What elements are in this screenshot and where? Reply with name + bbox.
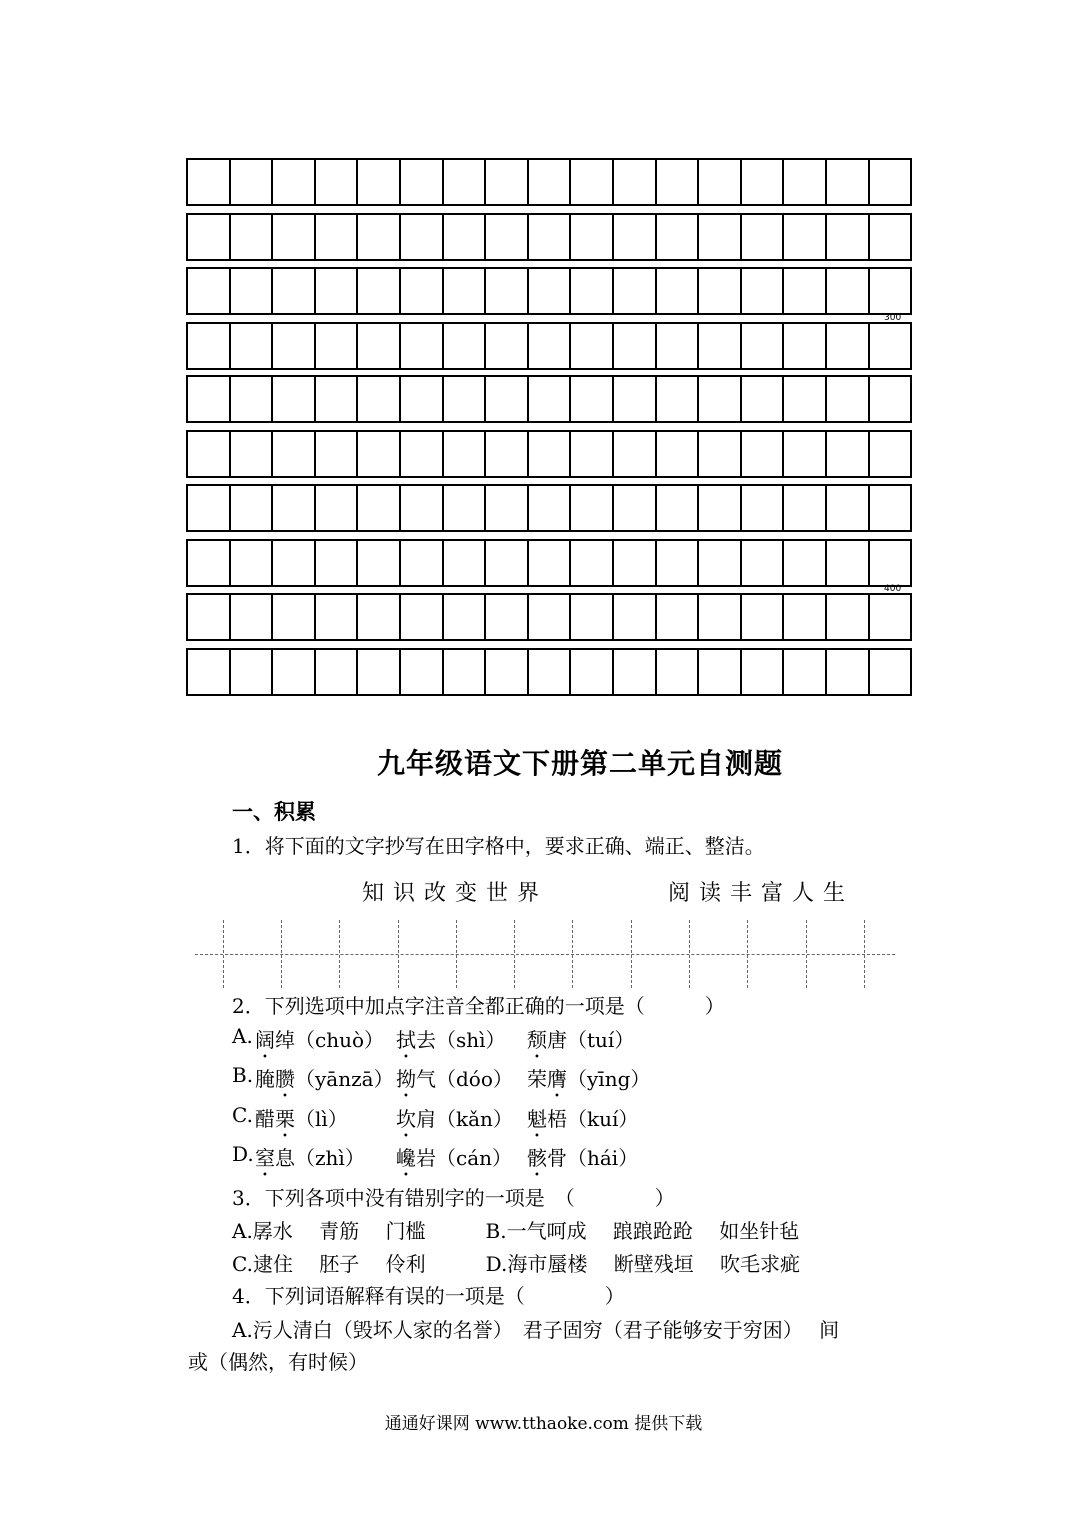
grid-cell (784, 269, 827, 313)
grid-cell (188, 269, 231, 313)
option-text: 骨（hái） (547, 1146, 639, 1170)
grid-cell (657, 160, 700, 204)
grid-cell (614, 595, 657, 639)
grid-row (186, 484, 912, 532)
grid-row (186, 539, 912, 587)
grid-cell (529, 160, 572, 204)
grid-cell (444, 650, 487, 694)
grid-cell (529, 215, 572, 259)
tianzige-writing-grid (195, 920, 895, 988)
grid-cell (316, 595, 359, 639)
option-text: （yīng） (567, 1067, 651, 1091)
grid-cell (571, 541, 614, 585)
grid-cell (784, 215, 827, 259)
grid-cell (188, 432, 231, 476)
grid-cell (231, 541, 274, 585)
grid-row (186, 322, 912, 370)
option-text: 肩（kǎn） (416, 1107, 513, 1131)
grid-cell (273, 432, 316, 476)
grid-cell (657, 215, 700, 259)
grid-cell (870, 486, 911, 530)
grid-cell (231, 650, 274, 694)
grid-cell (870, 541, 911, 585)
grid-cell (657, 541, 700, 585)
grid-cell (486, 486, 529, 530)
question-4-option-a: A.污人清白（毁坏人家的名誉） 君子固穷（君子能够安于穷困） 间 (232, 1318, 840, 1342)
option-text: A. (232, 1024, 253, 1048)
grid-cell (444, 269, 487, 313)
word-count-marker-300: 300 (884, 313, 902, 323)
question-2-prompt: 2．下列选项中加点字注音全都正确的一项是（ ） (232, 994, 725, 1018)
grid-cell (699, 269, 742, 313)
grid-cell (699, 486, 742, 530)
grid-cell (827, 432, 870, 476)
question-3-options-cd: C.逮住 胚子 伶利 D.海市蜃楼 断壁残垣 吹毛求疵 (232, 1252, 801, 1276)
grid-cell (231, 269, 274, 313)
grid-cell (657, 650, 700, 694)
option-word-3 (527, 1142, 638, 1181)
grid-cell (529, 377, 572, 421)
grid-cell (444, 541, 487, 585)
section-heading-accumulation: 一、积累 (232, 799, 316, 824)
option-text: C. (232, 1103, 253, 1127)
dotted-character: 臜 (275, 1067, 295, 1091)
question-3-options-ab: A.孱水 青筋 门槛 B.一气呵成 踉踉跄跄 如坐针毡 (232, 1219, 800, 1243)
grid-cell (358, 160, 401, 204)
grid-cell (571, 215, 614, 259)
grid-cell (444, 215, 487, 259)
option-label (232, 1103, 253, 1127)
grid-cell (188, 324, 231, 368)
grid-cell (742, 650, 785, 694)
option-word-3 (527, 1103, 638, 1142)
grid-cell (870, 650, 911, 694)
grid-cell (614, 160, 657, 204)
option-text: 唐（tuí） (547, 1028, 635, 1052)
grid-cell (827, 650, 870, 694)
grid-cell (401, 215, 444, 259)
grid-cell (188, 595, 231, 639)
grid-cell (358, 486, 401, 530)
grid-cell (401, 432, 444, 476)
grid-cell (699, 432, 742, 476)
grid-cell (571, 486, 614, 530)
word-count-marker-400: 400 (884, 584, 902, 594)
grid-cell (614, 486, 657, 530)
option-text: （yānzā） (295, 1067, 394, 1091)
grid-cell (614, 377, 657, 421)
grid-cell (699, 215, 742, 259)
copy-text-left: 知识改变世界 (362, 881, 549, 906)
grid-cell (188, 160, 231, 204)
option-label (232, 1024, 253, 1048)
grid-cell (486, 541, 529, 585)
option-text: 岩（cán） (416, 1146, 513, 1170)
grid-cell (827, 595, 870, 639)
grid-cell (444, 160, 487, 204)
grid-cell (614, 269, 657, 313)
grid-cell (401, 377, 444, 421)
grid-cell (486, 215, 529, 259)
grid-cell (870, 215, 911, 259)
option-word-1 (255, 1063, 394, 1102)
option-text: 息（zhì） (275, 1146, 365, 1170)
grid-cell (614, 650, 657, 694)
grid-cell (529, 324, 572, 368)
grid-cell (444, 486, 487, 530)
grid-cell (571, 160, 614, 204)
grid-cell (316, 541, 359, 585)
grid-cell (699, 541, 742, 585)
grid-row (186, 375, 912, 423)
grid-cell (571, 432, 614, 476)
option-word-2 (396, 1024, 506, 1063)
grid-cell (827, 160, 870, 204)
grid-row (186, 648, 912, 696)
question-3-prompt: 3．下列各项中没有错别字的一项是 （ ） (232, 1186, 675, 1210)
grid-cell (657, 324, 700, 368)
grid-cell (273, 595, 316, 639)
grid-cell (699, 377, 742, 421)
grid-cell (742, 541, 785, 585)
grid-cell (699, 324, 742, 368)
grid-cell (188, 377, 231, 421)
grid-cell (273, 541, 316, 585)
grid-row (186, 213, 912, 261)
grid-cell (444, 595, 487, 639)
grid-cell (273, 269, 316, 313)
grid-cell (231, 215, 274, 259)
grid-cell (614, 432, 657, 476)
grid-cell (614, 215, 657, 259)
grid-cell (529, 650, 572, 694)
grid-cell (784, 595, 827, 639)
dotted-character: 阔 (255, 1028, 275, 1052)
grid-cell (614, 541, 657, 585)
option-word-1 (255, 1103, 348, 1142)
question-4-prompt: 4．下列词语解释有误的一项是（ ） (232, 1284, 625, 1308)
option-label (232, 1063, 253, 1087)
grid-cell (529, 432, 572, 476)
grid-cell (231, 160, 274, 204)
grid-cell (188, 541, 231, 585)
option-text: 气（dóo） (416, 1067, 513, 1091)
grid-cell (486, 324, 529, 368)
question-1-prompt: 1．将下面的文字抄写在田字格中，要求正确、端正、整洁。 (232, 834, 765, 858)
grid-cell (742, 269, 785, 313)
option-word-2 (396, 1142, 512, 1181)
grid-cell (188, 486, 231, 530)
grid-cell (529, 595, 572, 639)
grid-cell (358, 377, 401, 421)
grid-cell (401, 595, 444, 639)
grid-cell (231, 595, 274, 639)
grid-cell (486, 377, 529, 421)
grid-cell (571, 324, 614, 368)
grid-cell (784, 377, 827, 421)
grid-cell (444, 324, 487, 368)
grid-cell (699, 650, 742, 694)
grid-cell (401, 650, 444, 694)
grid-cell (401, 324, 444, 368)
option-word-2 (396, 1103, 513, 1142)
grid-cell (827, 269, 870, 313)
grid-cell (870, 160, 911, 204)
grid-cell (316, 432, 359, 476)
grid-cell (358, 541, 401, 585)
grid-cell (699, 160, 742, 204)
grid-cell (401, 486, 444, 530)
grid-cell (571, 595, 614, 639)
question-4-option-a-cont: 或（偶然，有时候） (188, 1350, 368, 1374)
grid-cell (273, 215, 316, 259)
grid-cell (742, 432, 785, 476)
option-text: B. (232, 1063, 254, 1087)
grid-cell (358, 595, 401, 639)
grid-cell (188, 215, 231, 259)
grid-cell (571, 377, 614, 421)
grid-cell (401, 160, 444, 204)
grid-cell (699, 595, 742, 639)
grid-cell (784, 541, 827, 585)
grid-cell (614, 324, 657, 368)
option-word-2 (396, 1063, 513, 1102)
grid-cell (870, 377, 911, 421)
grid-cell (316, 269, 359, 313)
option-label (232, 1142, 254, 1166)
option-text: D. (232, 1142, 254, 1166)
grid-cell (870, 269, 911, 313)
grid-cell (571, 269, 614, 313)
grid-row (186, 267, 912, 315)
grid-cell (870, 595, 911, 639)
grid-cell (742, 595, 785, 639)
grid-cell (657, 377, 700, 421)
grid-cell (358, 432, 401, 476)
grid-cell (231, 377, 274, 421)
copy-text-right: 阅读丰富人生 (668, 881, 855, 906)
dotted-character: 坎 (396, 1107, 416, 1131)
grid-cell (231, 324, 274, 368)
grid-cell (231, 486, 274, 530)
grid-cell (316, 650, 359, 694)
grid-cell (358, 269, 401, 313)
grid-cell (870, 432, 911, 476)
grid-cell (529, 486, 572, 530)
grid-cell (657, 269, 700, 313)
grid-cell (657, 595, 700, 639)
option-text: 荣 (527, 1067, 547, 1091)
grid-cell (827, 324, 870, 368)
grid-cell (742, 160, 785, 204)
grid-cell (231, 432, 274, 476)
option-word-3 (527, 1024, 634, 1063)
grid-cell (827, 215, 870, 259)
grid-cell (188, 650, 231, 694)
grid-cell (316, 324, 359, 368)
grid-cell (486, 432, 529, 476)
grid-cell (529, 269, 572, 313)
grid-row (186, 158, 912, 206)
dotted-character: 巉 (396, 1146, 416, 1170)
option-word-3 (527, 1063, 650, 1102)
grid-cell (827, 486, 870, 530)
option-text: 腌 (255, 1067, 275, 1091)
grid-cell (273, 160, 316, 204)
grid-cell (827, 541, 870, 585)
grid-cell (316, 160, 359, 204)
grid-cell (316, 486, 359, 530)
dotted-character: 栗 (275, 1107, 295, 1131)
grid-cell (742, 215, 785, 259)
grid-cell (316, 215, 359, 259)
option-text: 醋 (255, 1107, 275, 1131)
option-text: 绰（chuò） (275, 1028, 385, 1052)
page-title: 九年级语文下册第二单元自测题 (376, 747, 783, 780)
grid-cell (529, 541, 572, 585)
grid-row (186, 593, 912, 641)
grid-cell (742, 486, 785, 530)
dotted-character: 颓 (527, 1028, 547, 1052)
grid-cell (444, 432, 487, 476)
grid-cell (486, 269, 529, 313)
grid-cell (358, 215, 401, 259)
grid-cell (784, 324, 827, 368)
grid-cell (444, 377, 487, 421)
grid-cell (784, 432, 827, 476)
grid-cell (870, 324, 911, 368)
grid-cell (273, 377, 316, 421)
dotted-character: 拭 (396, 1028, 416, 1052)
grid-cell (358, 650, 401, 694)
grid-cell (273, 324, 316, 368)
option-text: 梧（kuí） (547, 1107, 639, 1131)
grid-cell (827, 377, 870, 421)
grid-cell (657, 486, 700, 530)
grid-cell (401, 541, 444, 585)
grid-cell (784, 160, 827, 204)
option-text: 去（shì） (416, 1028, 506, 1052)
grid-cell (742, 324, 785, 368)
option-word-1 (255, 1142, 365, 1181)
grid-cell (784, 486, 827, 530)
grid-cell (273, 650, 316, 694)
grid-cell (486, 650, 529, 694)
grid-cell (401, 269, 444, 313)
dotted-character: 膺 (547, 1067, 567, 1091)
grid-cell (486, 160, 529, 204)
dotted-character: 魁 (527, 1107, 547, 1131)
option-text: （lì） (295, 1107, 348, 1131)
grid-cell (358, 324, 401, 368)
grid-cell (316, 377, 359, 421)
dotted-character: 窒 (255, 1146, 275, 1170)
option-word-1 (255, 1024, 384, 1063)
grid-cell (657, 432, 700, 476)
dotted-character: 拗 (396, 1067, 416, 1091)
grid-cell (273, 486, 316, 530)
dotted-character: 骸 (527, 1146, 547, 1170)
footer-download-note: 通通好课网 www.tthaoke.com 提供下载 (384, 1414, 703, 1434)
grid-row (186, 430, 912, 478)
grid-cell (571, 650, 614, 694)
grid-cell (486, 595, 529, 639)
grid-cell (784, 650, 827, 694)
grid-cell (742, 377, 785, 421)
